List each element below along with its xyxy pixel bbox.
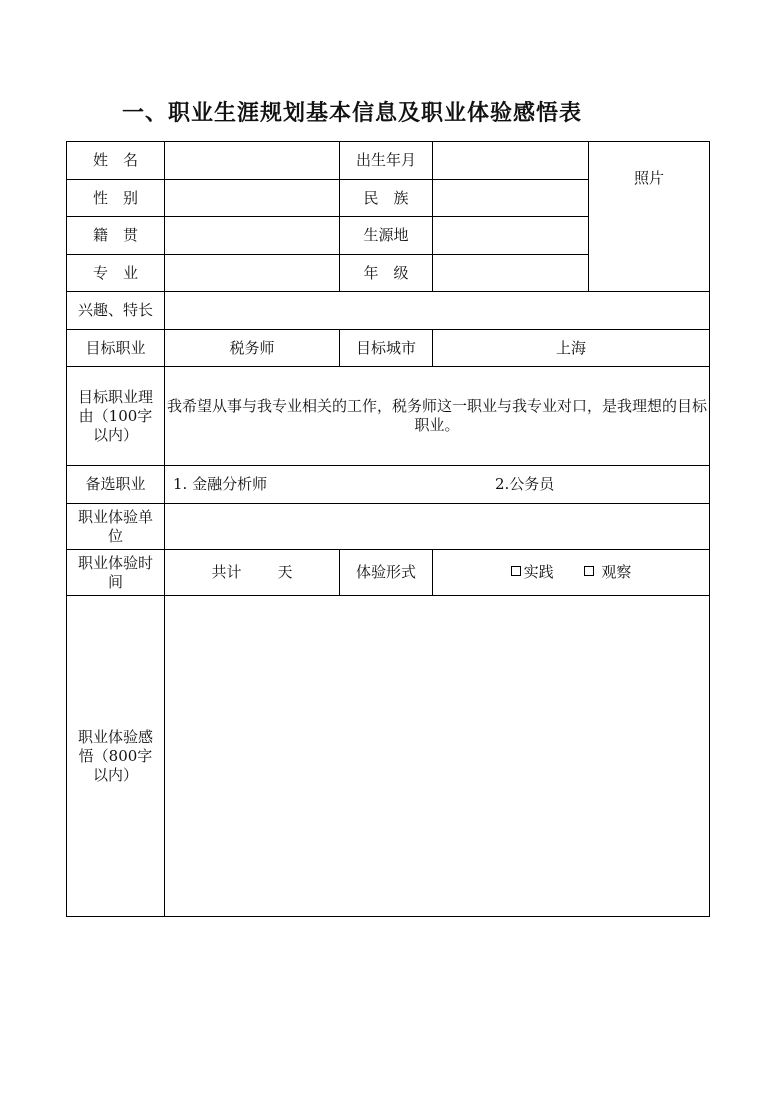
form-title: 一、职业生涯规划基本信息及职业体验感悟表 [121,101,582,126]
name-label: 姓 名 [67,142,165,180]
photo-label: 照片 [633,169,664,187]
exp-unit-label-text: 职业体验单位 [77,507,153,545]
exp-time-label [67,550,165,596]
major-field[interactable] [165,255,340,292]
practice-option-label: 实践 [523,563,554,581]
exp-time-label-text: 职业体验时间 [77,553,153,591]
interests-label: 兴趣、特长 [67,292,165,330]
alt-jobs-field[interactable] [165,466,710,504]
reason-label [67,367,165,466]
reason-label-text: 目标职业理由（100字以内） [77,387,153,444]
reflection-field[interactable] [165,596,710,917]
birth-label: 出生年月 [340,142,433,180]
reflection-label [67,596,165,917]
reason-value[interactable]: 我希望从事与我专业相关的工作，税务师这一职业与我专业对口，是我理想的目标职业。 [165,367,710,466]
reflection-label-text: 职业体验感悟（800字以内） [77,727,153,784]
target-city-value[interactable]: 上海 [433,330,710,367]
major-label: 专 业 [67,255,165,292]
observe-checkbox[interactable] [584,566,594,576]
name-field[interactable] [165,142,340,180]
interests-field[interactable] [165,292,710,330]
practice-option[interactable] [511,563,554,581]
gender-label: 性 别 [67,180,165,217]
practice-checkbox[interactable] [511,566,521,576]
grade-field[interactable] [433,255,589,292]
exp-unit-field[interactable] [165,504,710,550]
exp-days-field[interactable] [165,550,340,596]
info-form-table [66,141,710,917]
observe-option-label: 观察 [601,563,632,581]
gender-field[interactable] [165,180,340,217]
native-place-label: 籍 贯 [67,217,165,255]
days-prefix: 共计 [211,563,242,581]
target-city-label: 目标城市 [340,330,433,367]
exp-form-options [433,550,710,596]
ethnicity-field[interactable] [433,180,589,217]
exp-form-label: 体验形式 [340,550,433,596]
photo-box[interactable] [589,142,710,292]
alt-job-1: 1. 金融分析师 [173,475,268,493]
origin-label: 生源地 [340,217,433,255]
ethnicity-label: 民 族 [340,180,433,217]
exp-unit-label [67,504,165,550]
observe-option[interactable] [584,563,632,581]
native-place-field[interactable] [165,217,340,255]
alt-jobs-label: 备选职业 [67,466,165,504]
target-job-value[interactable]: 税务师 [165,330,340,367]
alt-job-2: 2.公务员 [495,475,555,493]
origin-field[interactable] [433,217,589,255]
grade-label: 年 级 [340,255,433,292]
days-suffix: 天 [277,563,293,581]
birth-field[interactable] [433,142,589,180]
target-job-label: 目标职业 [67,330,165,367]
